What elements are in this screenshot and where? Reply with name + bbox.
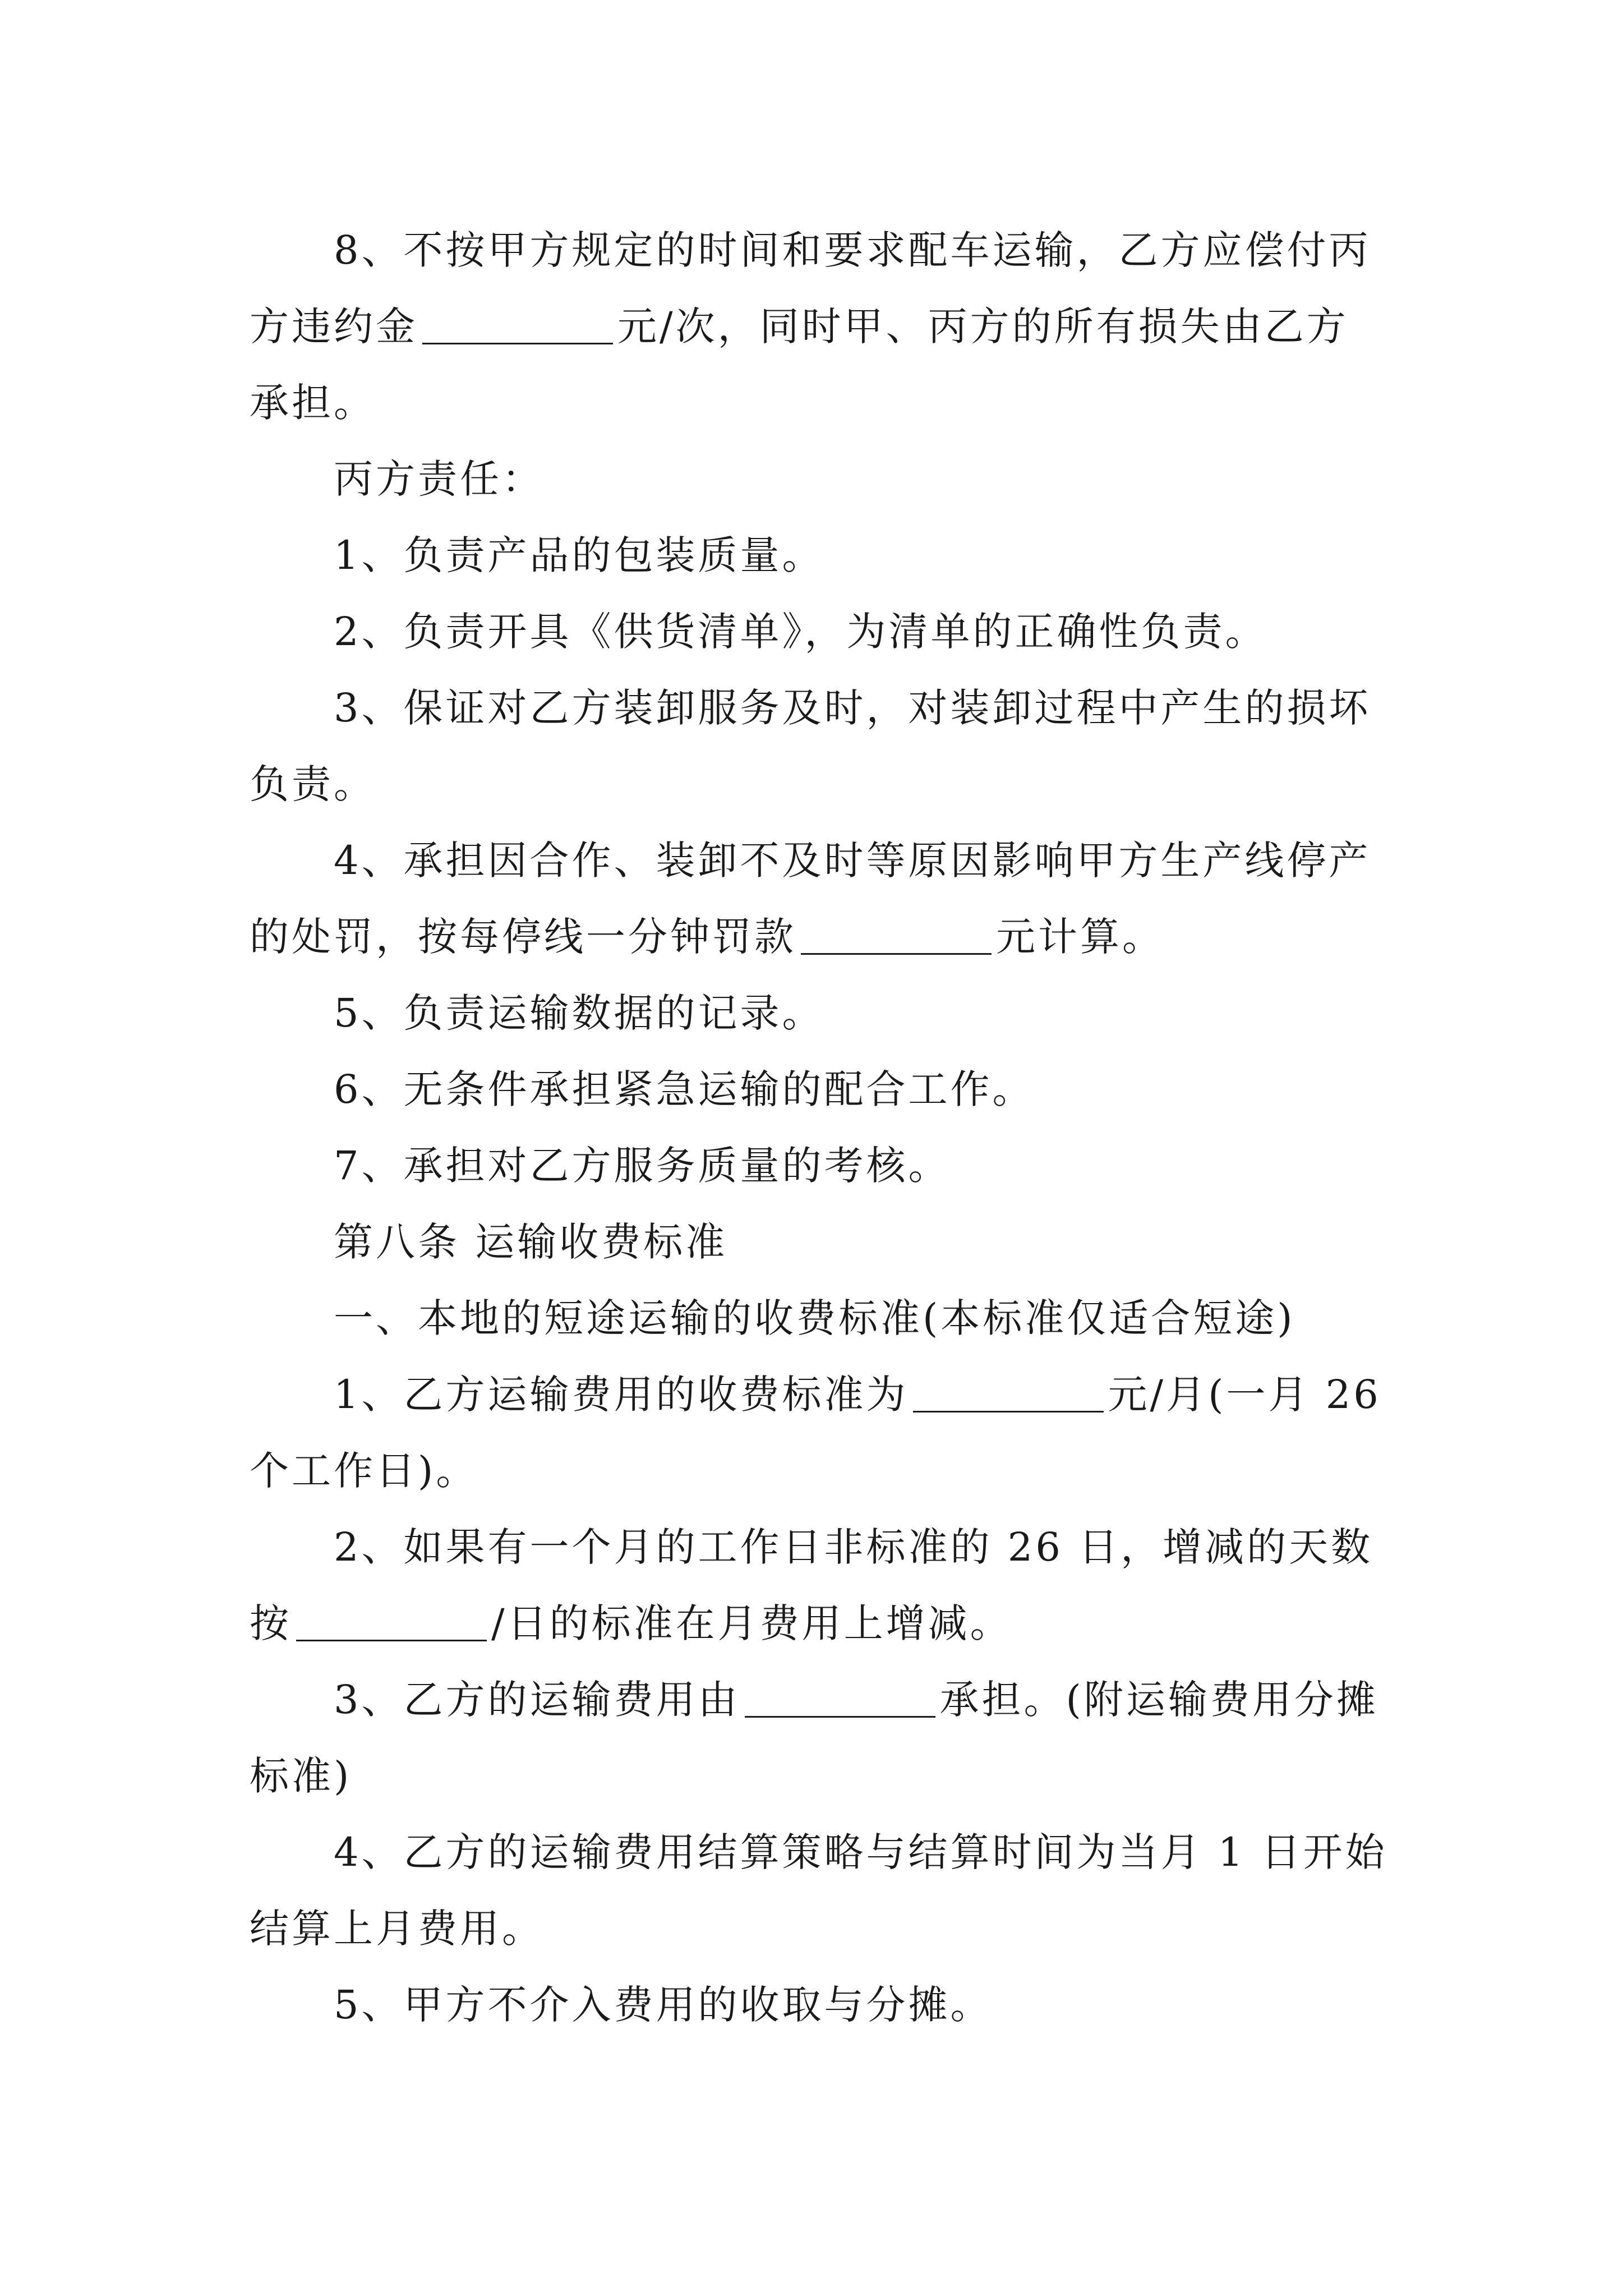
paragraph-text: 3、乙方的运输费用由: [334, 1677, 740, 1723]
paragraph-text: 7、承担对乙方服务质量的考核。: [334, 1143, 951, 1189]
paragraph-text: 4、承担因合作、装卸不及时等原因影响甲方生产线停产的处罚，按每停线一分钟罚款: [250, 838, 1371, 960]
paragraph: [250, 1814, 1388, 1967]
paragraph-text: 元/次，同时甲、丙方的所有损失由乙方承担。: [250, 303, 1349, 426]
fill-in-blank: [296, 1600, 487, 1641]
paragraph: [250, 517, 1388, 593]
paragraph-text: 元计算。: [996, 914, 1164, 960]
paragraph: [250, 1051, 1388, 1128]
paragraph-text: 5、甲方不介入费用的收取与分摊。: [334, 1982, 993, 2028]
paragraph-text: 8、不按甲方规定的时间和要求配车运输，乙方应偿付丙方违约金: [250, 227, 1371, 349]
paragraph: [250, 1509, 1388, 1662]
fill-in-blank: [913, 1372, 1104, 1412]
document-body: [250, 212, 1388, 2043]
fill-in-blank: [801, 914, 992, 955]
fill-in-blank: [745, 1677, 935, 1718]
paragraph-text: 5、负责运输数据的记录。: [334, 990, 824, 1036]
section-heading: [250, 441, 1388, 517]
paragraph-text: 2、负责开具《供货清单》，为清单的正确性负责。: [334, 609, 1267, 655]
fill-in-blank: [422, 303, 613, 344]
paragraph: [250, 593, 1388, 670]
paragraph-text: 1、乙方运输费用的收费标准为: [334, 1372, 909, 1418]
paragraph-text: 4、乙方的运输费用结算策略与结算时间为当月 1 日开始结算上月费用。: [250, 1829, 1387, 1952]
paragraph-text: 一、本地的短途运输的收费标准(本标准仅适合短途): [334, 1295, 1295, 1341]
paragraph-text: 6、无条件承担紧急运输的配合工作。: [334, 1066, 1035, 1112]
paragraph: [250, 1662, 1388, 1814]
paragraph-text: 1、负责产品的包装质量。: [334, 532, 824, 578]
paragraph-text: /日的标准在月费用上增减。: [491, 1600, 1012, 1646]
article-heading: [250, 1204, 1388, 1280]
paragraph: [250, 670, 1388, 822]
paragraph-text: 3、保证对乙方装卸服务及时，对装卸过程中产生的损坏负责。: [250, 685, 1371, 807]
paragraph: [250, 975, 1388, 1051]
paragraph: [250, 1967, 1388, 2043]
paragraph-text: 承担。(附运输费用分摊标准): [250, 1677, 1378, 1799]
paragraph-text: 2、如果有一个月的工作日非标准的 26 日，增减的天数按: [250, 1524, 1373, 1646]
paragraph: [250, 822, 1388, 975]
paragraph: [250, 1128, 1388, 1204]
paragraph: [250, 1356, 1388, 1509]
paragraph-text: 丙方责任：: [334, 456, 544, 502]
section-heading: [250, 1280, 1388, 1356]
paragraph-text: 元/月(一月 26 个工作日)。: [250, 1372, 1381, 1494]
paragraph-text: 第八条 运输收费标准: [334, 1219, 728, 1265]
paragraph: [250, 212, 1388, 441]
